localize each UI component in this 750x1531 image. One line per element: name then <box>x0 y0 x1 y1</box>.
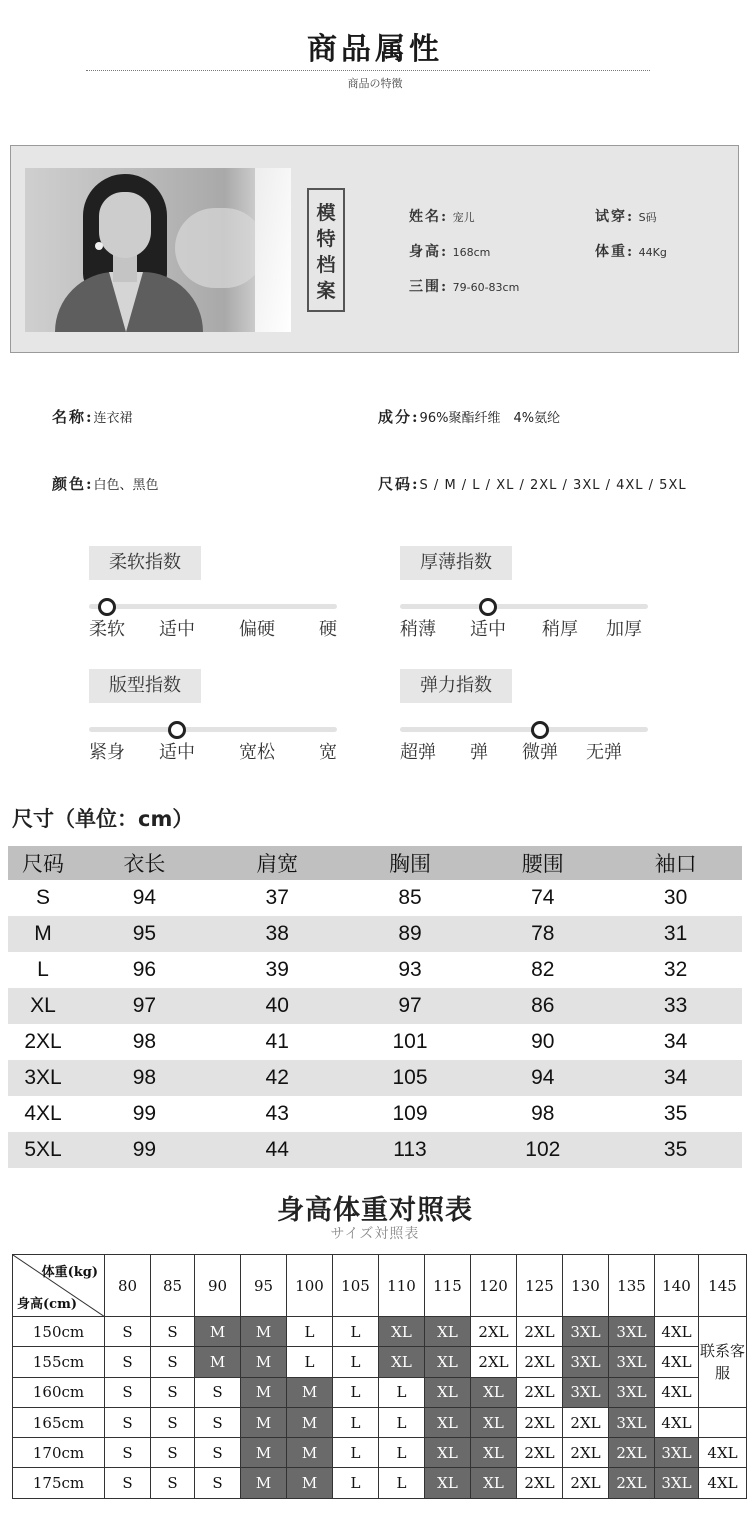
hw-size-cell: 2XL <box>517 1468 563 1498</box>
hw-size-cell: M <box>241 1468 287 1498</box>
model-height: 身高: 168cm <box>409 244 491 260</box>
hw-size-cell: 3XL <box>655 1438 699 1468</box>
table-row <box>13 1438 747 1468</box>
table-cell: 33 <box>609 988 742 1024</box>
product-color: 颜色:白色、黑色 <box>52 475 159 493</box>
hw-size-cell: L <box>333 1347 379 1377</box>
hw-size-cell: 4XL <box>699 1438 747 1468</box>
index-track <box>89 727 337 732</box>
hw-size-cell: XL <box>379 1347 425 1377</box>
hw-size-cell: 4XL <box>655 1377 699 1407</box>
table-cell: 34 <box>609 1060 742 1096</box>
table-cell: 44 <box>211 1132 344 1168</box>
hw-size-cell: M <box>241 1407 287 1437</box>
model-weight: 体重: 44Kg <box>595 244 667 260</box>
index-option-label: 适中 <box>159 619 195 640</box>
hw-size-cell: 3XL <box>563 1317 609 1347</box>
table-cell: 32 <box>663 958 688 981</box>
hw-height-cell: 170cm <box>13 1438 105 1468</box>
hw-size-cell: S <box>151 1377 195 1407</box>
hw-size-cell: XL <box>471 1468 517 1498</box>
table-cell: 30 <box>663 886 688 909</box>
table-row <box>8 916 742 952</box>
hw-size-cell: 2XL <box>609 1468 655 1498</box>
index-option-label: 加厚 <box>606 619 642 640</box>
table-cell: 43 <box>265 1102 289 1125</box>
table-cell: 97 <box>344 988 477 1024</box>
index-option-label: 稍薄 <box>400 619 436 640</box>
hw-size-cell: L <box>287 1347 333 1377</box>
table-cell: 3XL <box>8 1060 78 1096</box>
hw-size-cell: XL <box>471 1407 517 1437</box>
contact-service-cell: 联系客服 <box>699 1317 747 1408</box>
table-cell: 2XL <box>24 1030 62 1053</box>
hw-size-cell: 2XL <box>517 1438 563 1468</box>
model-measurements: 三围: 79-60-83cm <box>409 279 520 295</box>
table-cell: 39 <box>265 958 289 981</box>
hw-weight-header: 115 <box>425 1255 471 1317</box>
hw-size-cell: 4XL <box>655 1347 699 1377</box>
hw-size-cell: L <box>333 1407 379 1437</box>
index-track <box>89 604 337 609</box>
table-cell: 74 <box>531 886 555 909</box>
hw-size-cell: S <box>105 1407 151 1437</box>
table-cell: 5XL <box>8 1132 78 1168</box>
hw-weight-header: 120 <box>471 1255 517 1317</box>
table-cell: XL <box>8 988 78 1024</box>
table-cell: 35 <box>609 1132 742 1168</box>
hw-size-cell: S <box>105 1468 151 1498</box>
table-cell: S <box>35 886 50 909</box>
table-row <box>8 880 742 916</box>
hw-size-cell: M <box>241 1347 287 1377</box>
table-row <box>13 1317 747 1347</box>
table-row <box>13 1468 747 1498</box>
hw-size-cell: 4XL <box>699 1468 747 1498</box>
hw-size-cell: S <box>105 1347 151 1377</box>
table-cell: 31 <box>609 916 742 952</box>
hw-size-cell: S <box>105 1377 151 1407</box>
hw-size-cell: S <box>151 1317 195 1347</box>
page-title: 商品属性 <box>307 32 443 67</box>
table-row <box>8 952 742 988</box>
table-cell: 93 <box>398 958 422 981</box>
table-cell: 40 <box>211 988 344 1024</box>
table-cell: 98 <box>78 1060 211 1096</box>
hw-size-cell: 2XL <box>517 1347 563 1377</box>
index-option-label: 宽松 <box>239 742 275 763</box>
hw-size-cell: L <box>333 1317 379 1347</box>
table-cell: 94 <box>476 1060 609 1096</box>
table-cell: 109 <box>392 1102 428 1125</box>
hw-weight-header: 145 <box>699 1255 747 1317</box>
model-name: 姓名: 宠儿 <box>409 209 475 225</box>
hw-weight-header: 140 <box>655 1255 699 1317</box>
product-sizes: 尺码:S / M / L / XL / 2XL / 3XL / 4XL / 5XL <box>378 475 687 493</box>
table-cell: 38 <box>211 916 344 952</box>
size-table <box>8 846 742 1168</box>
hw-size-cell: M <box>287 1407 333 1437</box>
hw-size-cell: 2XL <box>563 1438 609 1468</box>
table-cell: 101 <box>392 1030 428 1053</box>
hw-size-cell: 2XL <box>517 1407 563 1437</box>
product-name: 名称:连衣裙 <box>52 408 133 426</box>
index-option-label: 适中 <box>470 619 506 640</box>
table-row <box>8 988 742 1024</box>
hw-size-cell: S <box>151 1438 195 1468</box>
model-try-size: 试穿: S码 <box>595 209 657 225</box>
hw-size-cell: M <box>287 1438 333 1468</box>
page-subtitle: 商品の特徴 <box>347 77 403 90</box>
index-option-label: 偏硬 <box>239 619 275 640</box>
hw-size-cell: 3XL <box>609 1377 655 1407</box>
index-option-label: 宽 <box>319 742 337 763</box>
index-option-label: 超弹 <box>400 742 436 763</box>
hw-size-cell: M <box>195 1317 241 1347</box>
hw-size-cell: 3XL <box>563 1377 609 1407</box>
model-photo <box>25 168 291 332</box>
hw-weight-header: 110 <box>379 1255 425 1317</box>
hw-size-cell: S <box>151 1407 195 1437</box>
hw-corner-cell: 体重(kg) 身高(cm) <box>13 1255 105 1317</box>
table-cell: 113 <box>344 1132 477 1168</box>
hw-size-cell: M <box>195 1347 241 1377</box>
hw-weight-header: 135 <box>609 1255 655 1317</box>
hw-size-cell: 4XL <box>655 1317 699 1347</box>
index-option-label: 柔软 <box>89 619 125 640</box>
empty-cell <box>699 1407 747 1437</box>
size-table-header: 袖口 <box>609 846 742 880</box>
hw-chart-title: 身高体重对照表 <box>277 1195 473 1226</box>
hw-weight-header: 90 <box>195 1255 241 1317</box>
hw-size-cell: L <box>333 1438 379 1468</box>
table-cell: 37 <box>265 886 289 909</box>
hw-size-cell: 3XL <box>609 1407 655 1437</box>
index-track <box>400 727 648 732</box>
hw-size-cell: M <box>241 1438 287 1468</box>
hw-size-cell: 2XL <box>471 1317 517 1347</box>
hw-size-cell: 3XL <box>563 1347 609 1377</box>
index-title: 弹力指数 <box>400 669 512 703</box>
table-cell: 99 <box>78 1132 211 1168</box>
table-cell: 94 <box>132 886 157 909</box>
hw-height-cell: 165cm <box>13 1407 105 1437</box>
table-row <box>13 1407 747 1437</box>
divider <box>86 70 650 71</box>
hw-weight-header: 105 <box>333 1255 379 1317</box>
hw-size-cell: 2XL <box>609 1438 655 1468</box>
hw-size-cell: S <box>195 1377 241 1407</box>
table-cell: 98 <box>132 1030 157 1053</box>
index-option-label: 稍厚 <box>542 619 578 640</box>
hw-weight-header: 80 <box>105 1255 151 1317</box>
index-slider-knob <box>98 598 116 616</box>
table-cell: 86 <box>476 988 609 1024</box>
hw-height-cell: 160cm <box>13 1377 105 1407</box>
hw-size-cell: M <box>241 1317 287 1347</box>
hw-size-cell: XL <box>425 1438 471 1468</box>
index-slider-knob <box>168 721 186 739</box>
table-cell: M <box>8 916 78 952</box>
table-row <box>8 1096 742 1132</box>
table-cell: 78 <box>476 916 609 952</box>
table-row <box>13 1347 747 1377</box>
hw-weight-header: 130 <box>563 1255 609 1317</box>
hw-size-cell: 2XL <box>517 1317 563 1347</box>
hw-size-cell: 3XL <box>609 1317 655 1347</box>
size-table-header: 尺码 <box>8 846 78 880</box>
table-cell: 34 <box>663 1030 688 1053</box>
hw-size-cell: XL <box>425 1347 471 1377</box>
hw-size-cell: XL <box>425 1407 471 1437</box>
hw-weight-header: 100 <box>287 1255 333 1317</box>
table-cell: L <box>37 958 49 981</box>
hw-weight-header: 85 <box>151 1255 195 1317</box>
hw-size-cell: XL <box>425 1317 471 1347</box>
hw-height-cell: 175cm <box>13 1468 105 1498</box>
hw-size-cell: 2XL <box>517 1377 563 1407</box>
table-cell: 97 <box>78 988 211 1024</box>
index-option-label: 无弹 <box>586 742 622 763</box>
hw-size-cell: S <box>151 1347 195 1377</box>
hw-size-cell: M <box>241 1377 287 1407</box>
hw-size-cell: 4XL <box>655 1407 699 1437</box>
size-table-header: 衣长 <box>78 846 211 880</box>
hw-size-cell: XL <box>471 1377 517 1407</box>
table-cell: 95 <box>78 916 211 952</box>
table-cell: 98 <box>531 1102 555 1125</box>
table-cell: 89 <box>344 916 477 952</box>
index-title: 厚薄指数 <box>400 546 512 580</box>
hw-size-cell: L <box>379 1407 425 1437</box>
hw-size-cell: S <box>151 1468 195 1498</box>
hw-size-cell: L <box>333 1468 379 1498</box>
table-row <box>8 1060 742 1096</box>
size-table-title: 尺寸（单位：cm） <box>12 807 194 831</box>
hw-size-cell: XL <box>425 1468 471 1498</box>
index-title: 版型指数 <box>89 669 201 703</box>
table-cell: 82 <box>531 958 555 981</box>
hw-weight-header: 95 <box>241 1255 287 1317</box>
hw-size-cell: S <box>105 1438 151 1468</box>
hw-size-cell: S <box>195 1438 241 1468</box>
table-cell: 41 <box>265 1030 289 1053</box>
index-slider-knob <box>531 721 549 739</box>
table-row <box>13 1377 747 1407</box>
hw-size-cell: L <box>379 1438 425 1468</box>
hw-height-cell: 155cm <box>13 1347 105 1377</box>
hw-size-cell: L <box>379 1468 425 1498</box>
table-row <box>8 1024 742 1060</box>
table-cell: 96 <box>132 958 157 981</box>
hw-size-cell: 2XL <box>471 1347 517 1377</box>
index-title: 柔软指数 <box>89 546 201 580</box>
model-archive-badge: 模 特 档 案 <box>307 188 345 312</box>
hw-chart-table <box>12 1254 747 1499</box>
hw-size-cell: M <box>287 1468 333 1498</box>
hw-size-cell: 2XL <box>563 1468 609 1498</box>
product-material: 成分:96%聚酯纤维 4%氨纶 <box>378 408 561 426</box>
hw-height-cell: 150cm <box>13 1317 105 1347</box>
hw-size-cell: 3XL <box>655 1468 699 1498</box>
index-option-label: 微弹 <box>522 742 558 763</box>
index-slider-knob <box>479 598 497 616</box>
hw-size-cell: L <box>379 1377 425 1407</box>
size-table-header: 腰围 <box>476 846 609 880</box>
hw-size-cell: L <box>333 1377 379 1407</box>
table-cell: 4XL <box>24 1102 62 1125</box>
hw-size-cell: S <box>105 1317 151 1347</box>
table-cell: 42 <box>211 1060 344 1096</box>
index-option-label: 弹 <box>470 742 488 763</box>
index-option-label: 适中 <box>159 742 195 763</box>
model-card <box>10 145 739 353</box>
table-row <box>8 1132 742 1168</box>
size-table-header: 肩宽 <box>211 846 344 880</box>
table-cell: 90 <box>531 1030 555 1053</box>
table-cell: 102 <box>476 1132 609 1168</box>
hw-size-cell: 2XL <box>563 1407 609 1437</box>
hw-size-cell: XL <box>425 1377 471 1407</box>
table-cell: 85 <box>398 886 422 909</box>
hw-size-cell: XL <box>379 1317 425 1347</box>
index-track <box>400 604 648 609</box>
table-cell: 105 <box>344 1060 477 1096</box>
hw-size-cell: L <box>287 1317 333 1347</box>
hw-size-cell: 3XL <box>609 1347 655 1377</box>
hw-size-cell: S <box>195 1407 241 1437</box>
hw-weight-header: 125 <box>517 1255 563 1317</box>
index-option-label: 硬 <box>319 619 337 640</box>
hw-size-cell: S <box>195 1468 241 1498</box>
index-option-label: 紧身 <box>89 742 125 763</box>
hw-chart-subtitle: サイズ対照表 <box>330 1226 420 1242</box>
hw-size-cell: M <box>287 1377 333 1407</box>
size-table-header: 胸围 <box>344 846 477 880</box>
table-cell: 99 <box>132 1102 157 1125</box>
hw-size-cell: XL <box>471 1438 517 1468</box>
table-cell: 35 <box>663 1102 688 1125</box>
